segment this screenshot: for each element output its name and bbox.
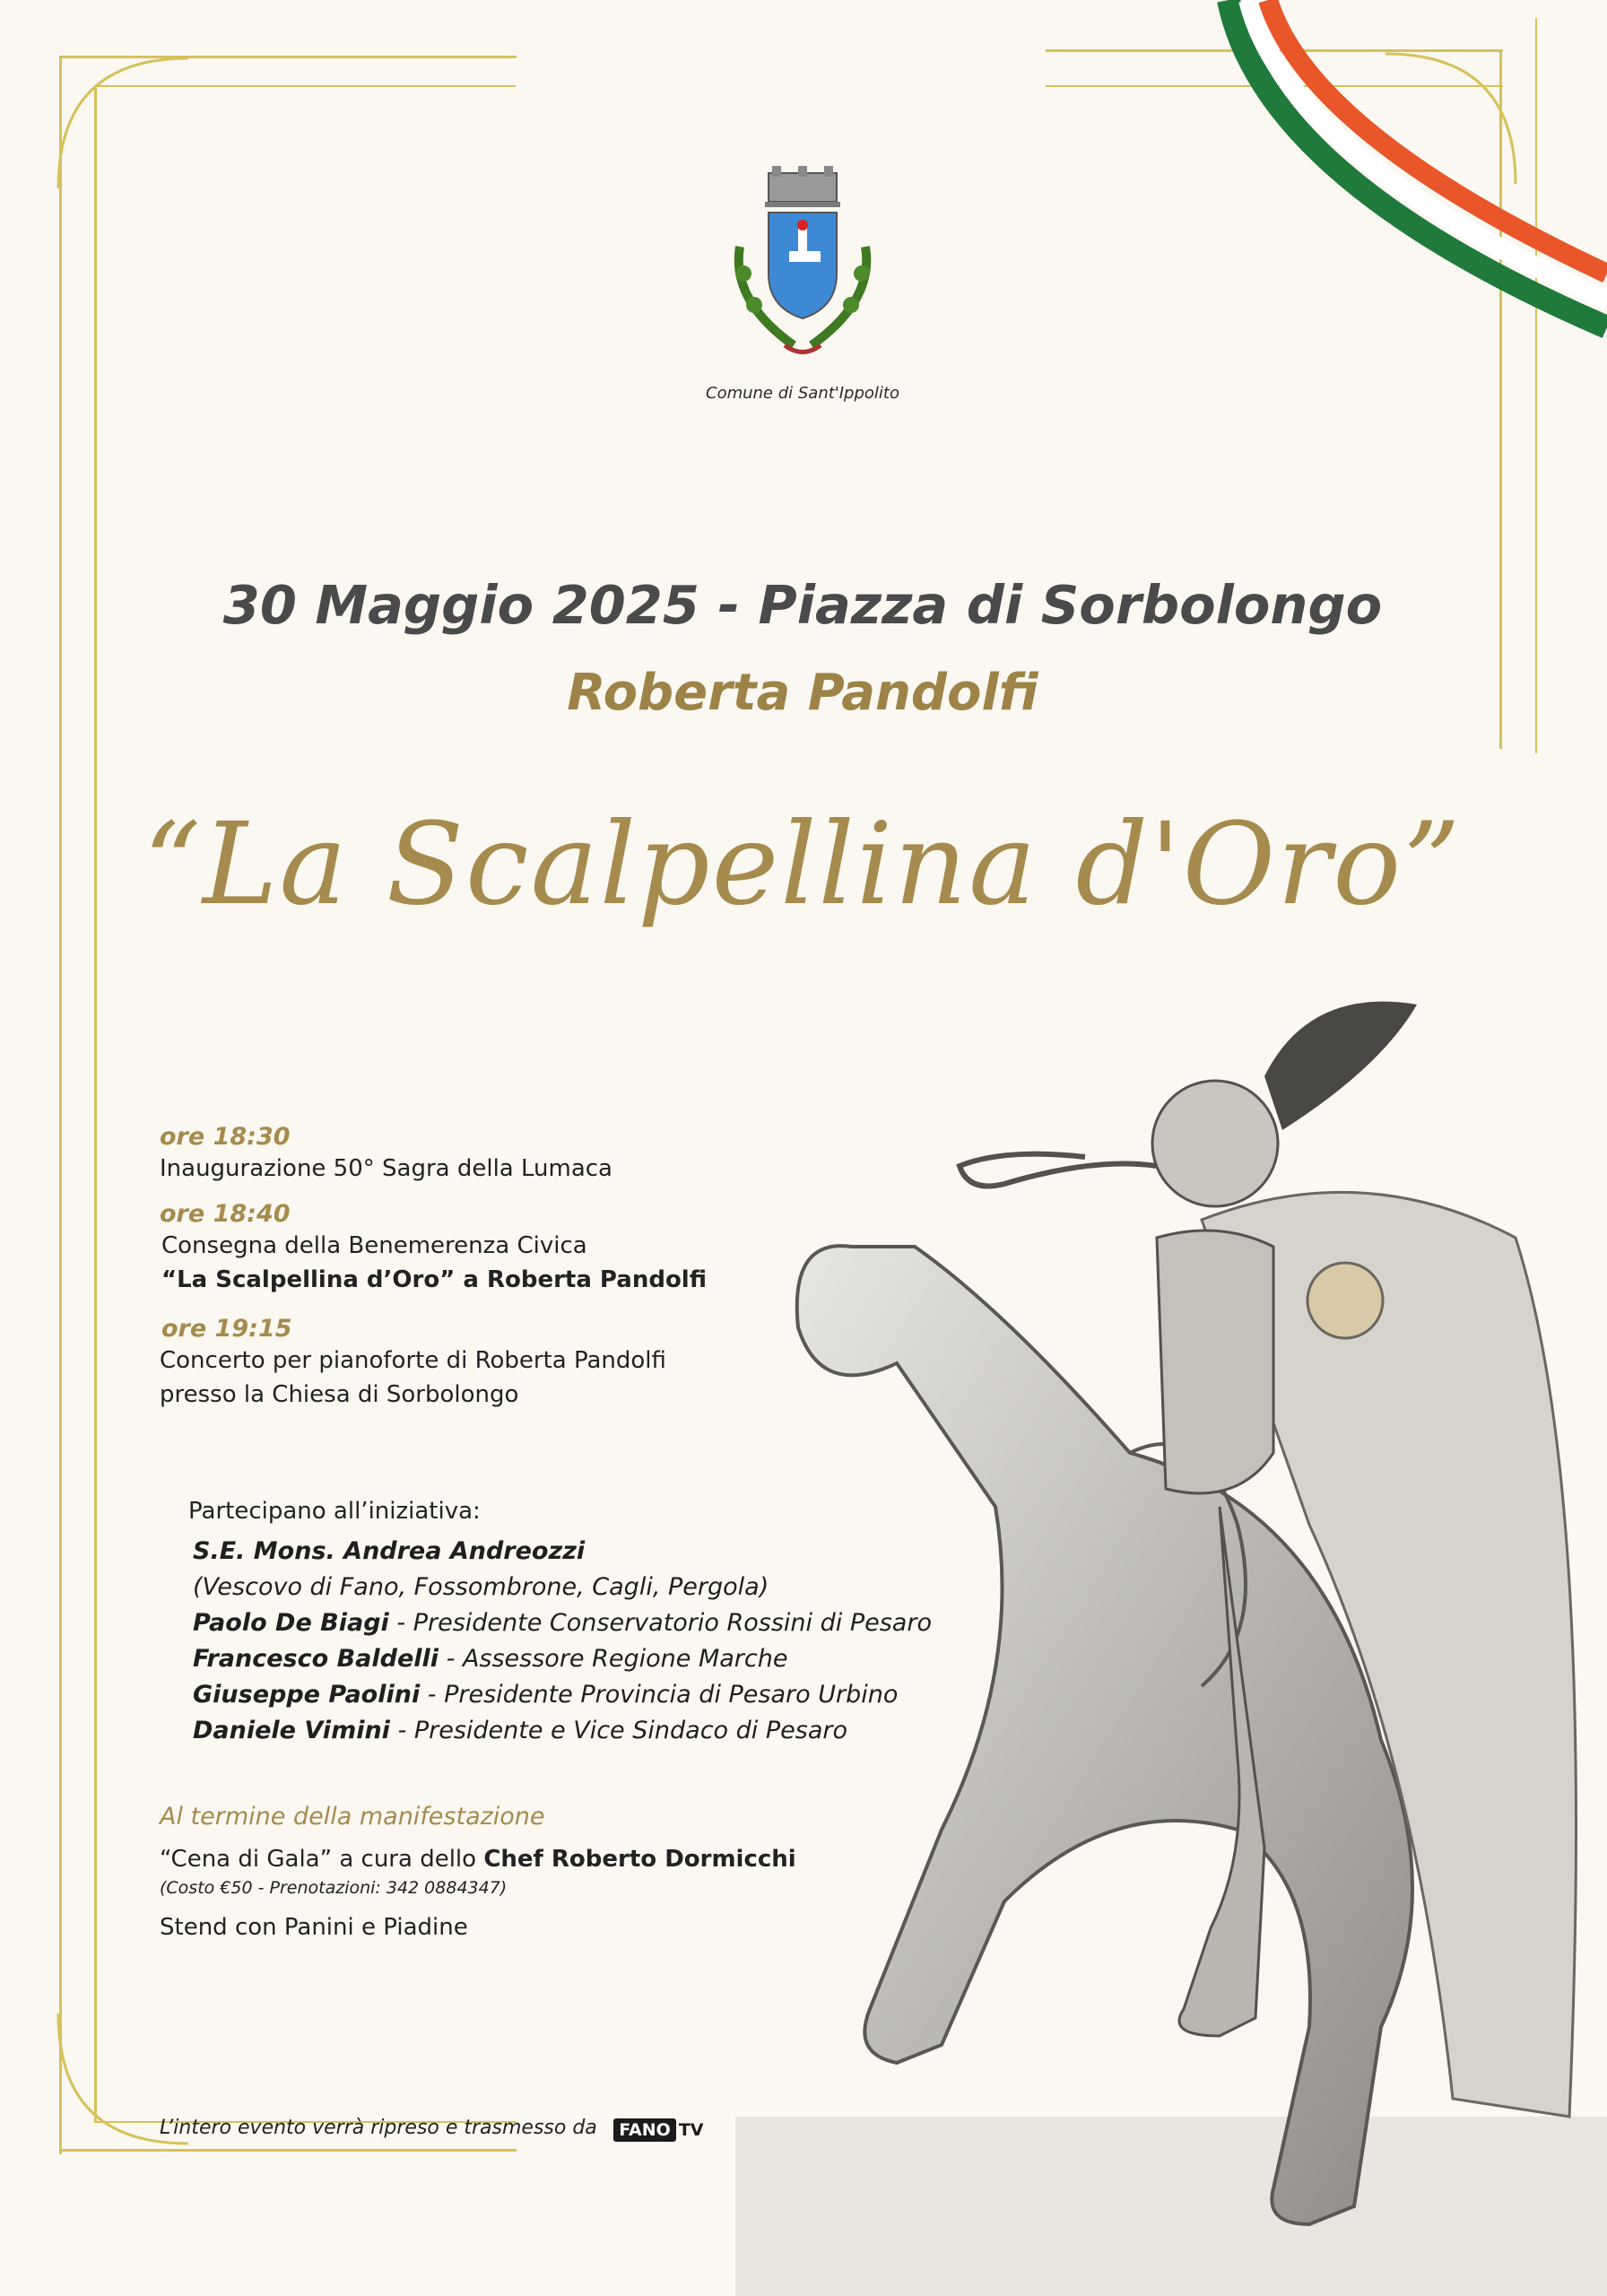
participant-role: - Presidente e Vice Sindaco di Pesaro	[389, 1717, 847, 1744]
participant-row	[193, 1605, 964, 1641]
participant-name: Daniele Vimini	[193, 1717, 390, 1744]
participant-row	[193, 1677, 964, 1713]
event-title: “La Scalpellina d'Oro”	[143, 798, 1463, 930]
gala-dinner-note: (Costo €50 - Prenotazioni: 342 0884347)	[160, 1878, 508, 1898]
participant-note: (Vescovo di Fano, Fossombrone, Cagli, Pergola)	[193, 1573, 769, 1601]
participants-heading: Partecipano all’iniziativa:	[188, 1498, 481, 1525]
schedule-time-3: ore 19:15	[161, 1315, 292, 1343]
participant-role: - Presidente Provincia di Pesaro Urbino	[420, 1681, 899, 1709]
coat-of-arms-icon	[713, 166, 892, 368]
coat-of-arms-caption: Comune di Sant'Ippolito	[706, 384, 899, 403]
schedule-desc-1: Inaugurazione 50° Sagra della Lumaca	[160, 1155, 612, 1182]
participant-row	[193, 1713, 964, 1749]
fano-tv-logo-box: FANO	[613, 2118, 676, 2142]
participants-list	[193, 1534, 964, 1749]
schedule-desc-3-line-2: presso la Chiesa di Sorbolongo	[160, 1381, 519, 1408]
participant-name: S.E. Mons. Andrea Andreozzi	[193, 1537, 586, 1565]
schedule-time-1: ore 18:30	[160, 1123, 291, 1151]
schedule-desc-2: Consegna della Benemerenza Civica	[161, 1232, 587, 1259]
participant-name: Francesco Baldelli	[193, 1645, 439, 1673]
fano-tv-logo	[613, 2118, 703, 2142]
participant-name: Giuseppe Paolini	[193, 1681, 421, 1709]
event-honoree: Roberta Pandolfi	[567, 664, 1038, 722]
food-stand: Stend con Panini e Piadine	[160, 1914, 468, 1941]
gala-dinner-chef: Chef Roberto Dormicchi	[483, 1846, 796, 1873]
participant-role: - Presidente Conservatorio Rossini di Pesaro	[388, 1609, 932, 1637]
participant-role: - Assessore Regione Marche	[439, 1645, 788, 1673]
participant-row	[193, 1641, 964, 1677]
gala-dinner-prefix: “Cena di Gala” a cura dello	[160, 1846, 484, 1873]
closing-heading: Al termine della manifestazione	[160, 1803, 545, 1831]
fano-tv-logo-suffix: TV	[678, 2119, 704, 2140]
broadcast-text: L’intero evento verrà ripreso e trasmesso da	[160, 2117, 597, 2139]
broadcast-line	[160, 2117, 703, 2142]
gala-dinner	[160, 1842, 796, 1876]
schedule-time-2: ore 18:40	[160, 1200, 291, 1228]
italian-flag-ribbon	[1202, 0, 1607, 395]
participant-name: Paolo De Biagi	[193, 1609, 389, 1637]
event-date-location: 30 Maggio 2025 - Piazza di Sorbolongo	[222, 574, 1383, 636]
schedule-desc-2-award: “La Scalpellina d’Oro” a Roberta Pandolfi	[161, 1266, 707, 1293]
corner-ornament-top-left	[54, 54, 197, 197]
schedule-desc-3-line-1: Concerto per pianoforte di Roberta Pandolfi	[160, 1347, 666, 1374]
